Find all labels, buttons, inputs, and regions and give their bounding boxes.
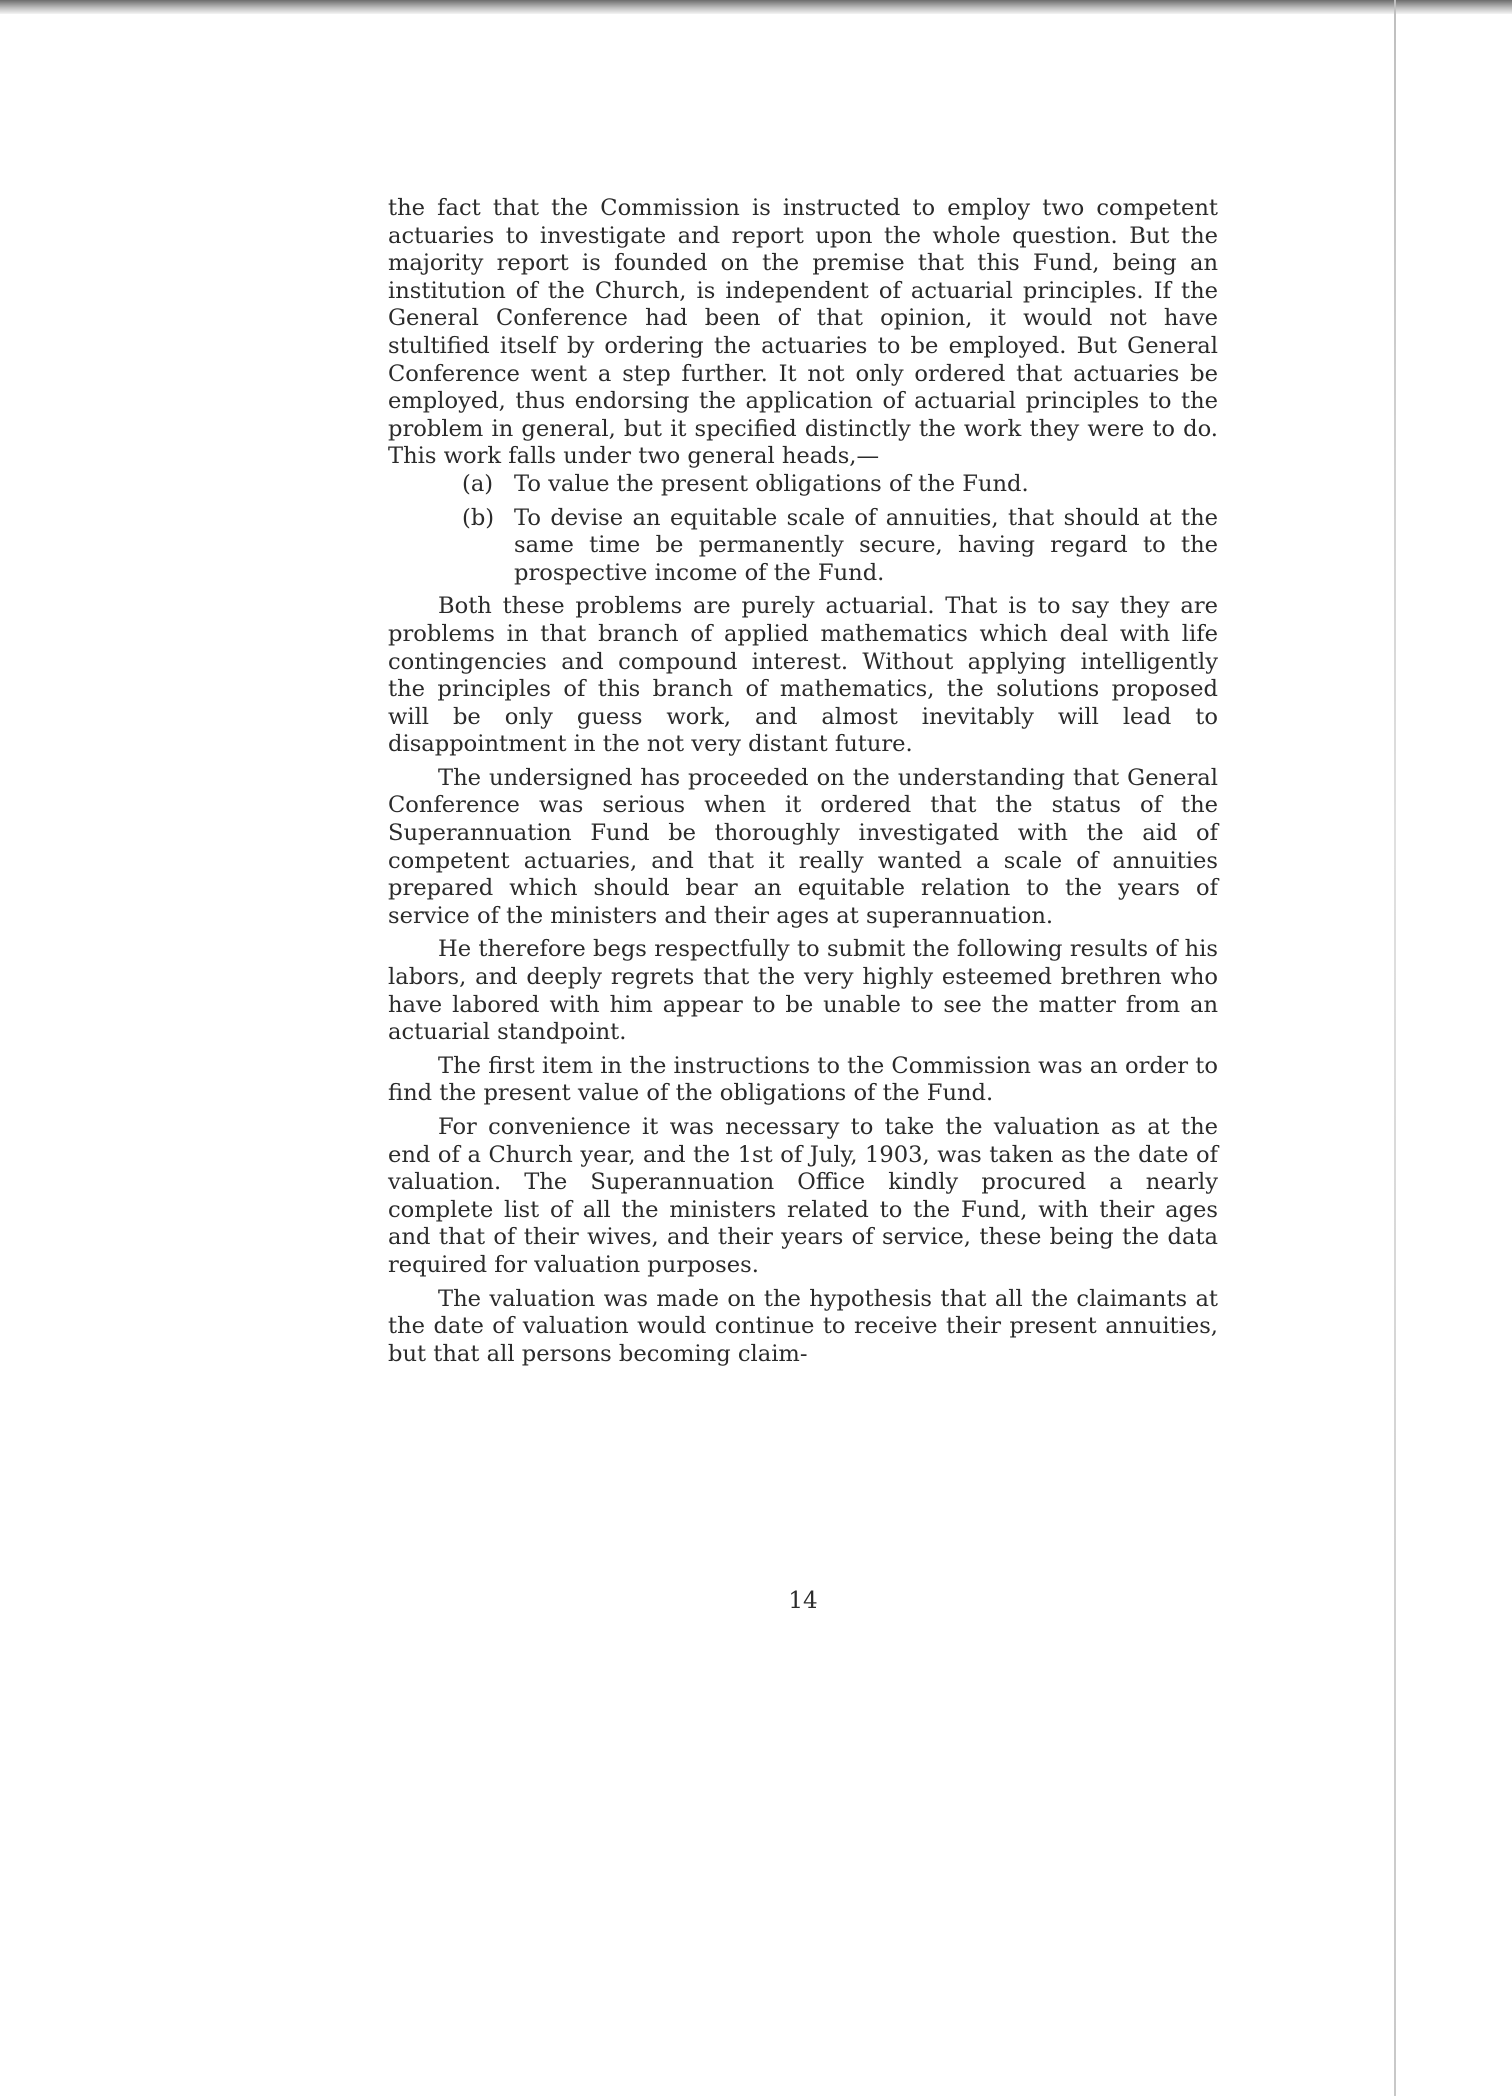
- paragraph: He therefore begs respectfully to submit the following results of his labors, and deeply regrets that the very highly esteemed brethren who have labored with him appear to be unable to see the matter from an actuarial standpoint.: [388, 936, 1218, 1046]
- paragraph: For convenience it was necessary to take the valuation as at the end of a Church year, and the 1st of July, 1903, was taken as the date of valuation. The Superannuation Office kindly procured a nearly complete list of all the ministers related to the Fund, with their ages and that of their wives, and their years of service, these being the data required for valuation purposes.: [388, 1114, 1218, 1278]
- paragraph: The first item in the instructions to the Commission was an order to find the present value of the obligations of the Fund.: [388, 1052, 1218, 1107]
- page-number: 14: [788, 1588, 818, 1614]
- list-marker: (a): [462, 470, 494, 497]
- paragraph: The valuation was made on the hypothesis that all the claimants at the date of valuation would continue to receive their present annuities, but that all persons becoming claim-: [388, 1285, 1218, 1367]
- list-item-text: To devise an equitable scale of annuities, that should at the same time be permanently secure, having regard to the prospective income of the Fund.: [514, 504, 1218, 586]
- page-body: [388, 195, 1218, 1374]
- list-marker: (b): [462, 504, 495, 531]
- list-item-b: [462, 505, 1218, 588]
- list-item-text: To value the present obligations of the Fund.: [514, 470, 1029, 497]
- list-item-a: [462, 471, 1218, 499]
- page-fold-line: [1394, 0, 1396, 2096]
- scan-top-edge: [0, 0, 1512, 14]
- paragraph: The undersigned has proceeded on the understanding that General Conference was serious when it ordered that the status of the Superannuation Fund be thoroughly investigated with the aid of competent actuaries, and that it really wanted a scale of annuities prepared which should bear an equitable relation to the years of service of the ministers and their ages at superannuation.: [388, 764, 1218, 929]
- paragraph: Both these problems are purely actuarial. That is to say they are problems in that branch of applied mathematics which deal with life contingencies and compound interest. Without applying intelligently the principles of this branch of mathematics, the solutions proposed will be only guess work, and almost inevitably will lead to disappointment in the not very distant future.: [388, 593, 1218, 758]
- paragraph-continuation: the fact that the Commission is instructed to employ two competent actuaries to investigate and report upon the whole question. But the majority report is founded on the premise that this Fund, being an institution of the Church, is independent of actuarial principles. If the General Conference had been of that opinion, it would not have stultified itself by ordering the actuaries to be employed. But General Conference went a step further. It not only ordered that actuaries be employed, thus endorsing the application of actuarial principles to the problem in general, but it specified distinctly the work they were to do. This work falls under two general heads,—: [388, 195, 1218, 470]
